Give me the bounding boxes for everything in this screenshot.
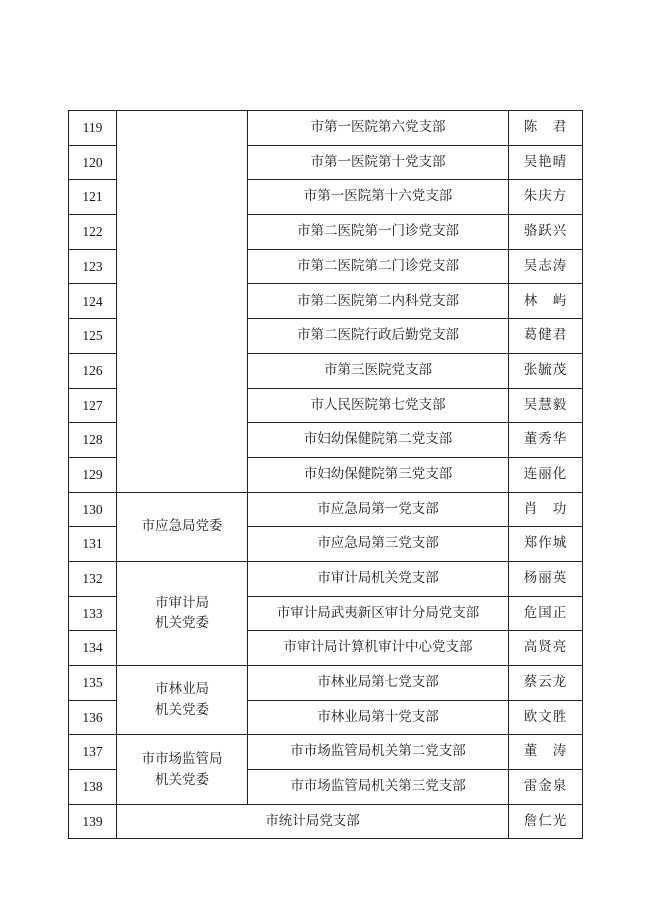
person-name: 蔡云龙: [509, 666, 583, 701]
person-name: 高贤亮: [509, 631, 583, 666]
parent-org-cell: [117, 735, 248, 804]
row-number: 132: [69, 561, 117, 596]
branch-name: 市妇幼保健院第三党支部: [248, 457, 509, 492]
branch-name: 市林业局第十党支部: [248, 700, 509, 735]
branch-name: 市第二医院行政后勤党支部: [248, 319, 509, 354]
person-name: 董 涛: [509, 735, 583, 770]
row-number: 120: [69, 145, 117, 180]
table-row: [69, 111, 583, 146]
person-name: 陈 君: [509, 111, 583, 146]
personnel-table: [68, 110, 583, 839]
row-number: 119: [69, 111, 117, 146]
row-number: 130: [69, 492, 117, 527]
row-number: 138: [69, 770, 117, 805]
table-row: [69, 492, 583, 527]
row-number: 125: [69, 319, 117, 354]
person-name: 骆跃兴: [509, 215, 583, 250]
person-name: 连丽化: [509, 457, 583, 492]
person-name: 董秀华: [509, 423, 583, 458]
row-number: 126: [69, 353, 117, 388]
person-name: 朱庆方: [509, 180, 583, 215]
table-row: [69, 666, 583, 701]
parent-org-name: 市市场监管局 机关党委: [141, 750, 223, 788]
table-row: [69, 735, 583, 770]
branch-name: 市人民医院第七党支部: [248, 388, 509, 423]
branch-name: 市林业局第七党支部: [248, 666, 509, 701]
branch-name: 市第二医院第二内科党支部: [248, 284, 509, 319]
person-name: 吴慧毅: [509, 388, 583, 423]
branch-name: 市第二医院第二门诊党支部: [248, 249, 509, 284]
row-number: 137: [69, 735, 117, 770]
branch-name: 市妇幼保健院第二党支部: [248, 423, 509, 458]
person-name: 吴志涛: [509, 249, 583, 284]
row-number: 133: [69, 596, 117, 631]
person-name: 肖 功: [509, 492, 583, 527]
parent-org-name: 市应急局党委: [141, 518, 223, 535]
row-number: 123: [69, 249, 117, 284]
person-name: 欧文胜: [509, 700, 583, 735]
person-name: 葛健君: [509, 319, 583, 354]
table-row: [69, 804, 583, 839]
branch-name: 市应急局第三党支部: [248, 527, 509, 562]
branch-name: 市统计局党支部: [117, 804, 509, 839]
parent-org-name: 市审计局 机关党委: [155, 594, 209, 632]
row-number: 127: [69, 388, 117, 423]
parent-org-name: 市林业局 机关党委: [155, 681, 209, 719]
parent-org-cell: [117, 111, 248, 493]
row-number: 136: [69, 700, 117, 735]
branch-name: 市市场监管局机关第三党支部: [248, 770, 509, 805]
branch-name: 市第一医院第十六党支部: [248, 180, 509, 215]
branch-name: 市应急局第一党支部: [248, 492, 509, 527]
person-name: 林 屿: [509, 284, 583, 319]
person-name: 杨丽英: [509, 561, 583, 596]
row-number: 124: [69, 284, 117, 319]
row-number: 129: [69, 457, 117, 492]
person-name: 张毓茂: [509, 353, 583, 388]
table-row: [69, 561, 583, 596]
parent-org-cell: [117, 666, 248, 735]
row-number: 139: [69, 804, 117, 839]
row-number: 121: [69, 180, 117, 215]
row-number: 128: [69, 423, 117, 458]
person-name: 危国正: [509, 596, 583, 631]
branch-name: 市第一医院第十党支部: [248, 145, 509, 180]
person-name: 雷金泉: [509, 770, 583, 805]
branch-name: 市第一医院第六党支部: [248, 111, 509, 146]
parent-org-cell: [117, 561, 248, 665]
branch-name: 市市场监管局机关第二党支部: [248, 735, 509, 770]
row-number: 134: [69, 631, 117, 666]
branch-name: 市第三医院党支部: [248, 353, 509, 388]
row-number: 135: [69, 666, 117, 701]
person-name: 郑作城: [509, 527, 583, 562]
branch-name: 市审计局机关党支部: [248, 561, 509, 596]
branch-name: 市审计局武夷新区审计分局党支部: [248, 596, 509, 631]
row-number: 131: [69, 527, 117, 562]
parent-org-cell: [117, 492, 248, 561]
person-name: 詹仁光: [509, 804, 583, 839]
branch-name: 市第二医院第一门诊党支部: [248, 215, 509, 250]
branch-name: 市审计局计算机审计中心党支部: [248, 631, 509, 666]
row-number: 122: [69, 215, 117, 250]
person-name: 吴艳晴: [509, 145, 583, 180]
